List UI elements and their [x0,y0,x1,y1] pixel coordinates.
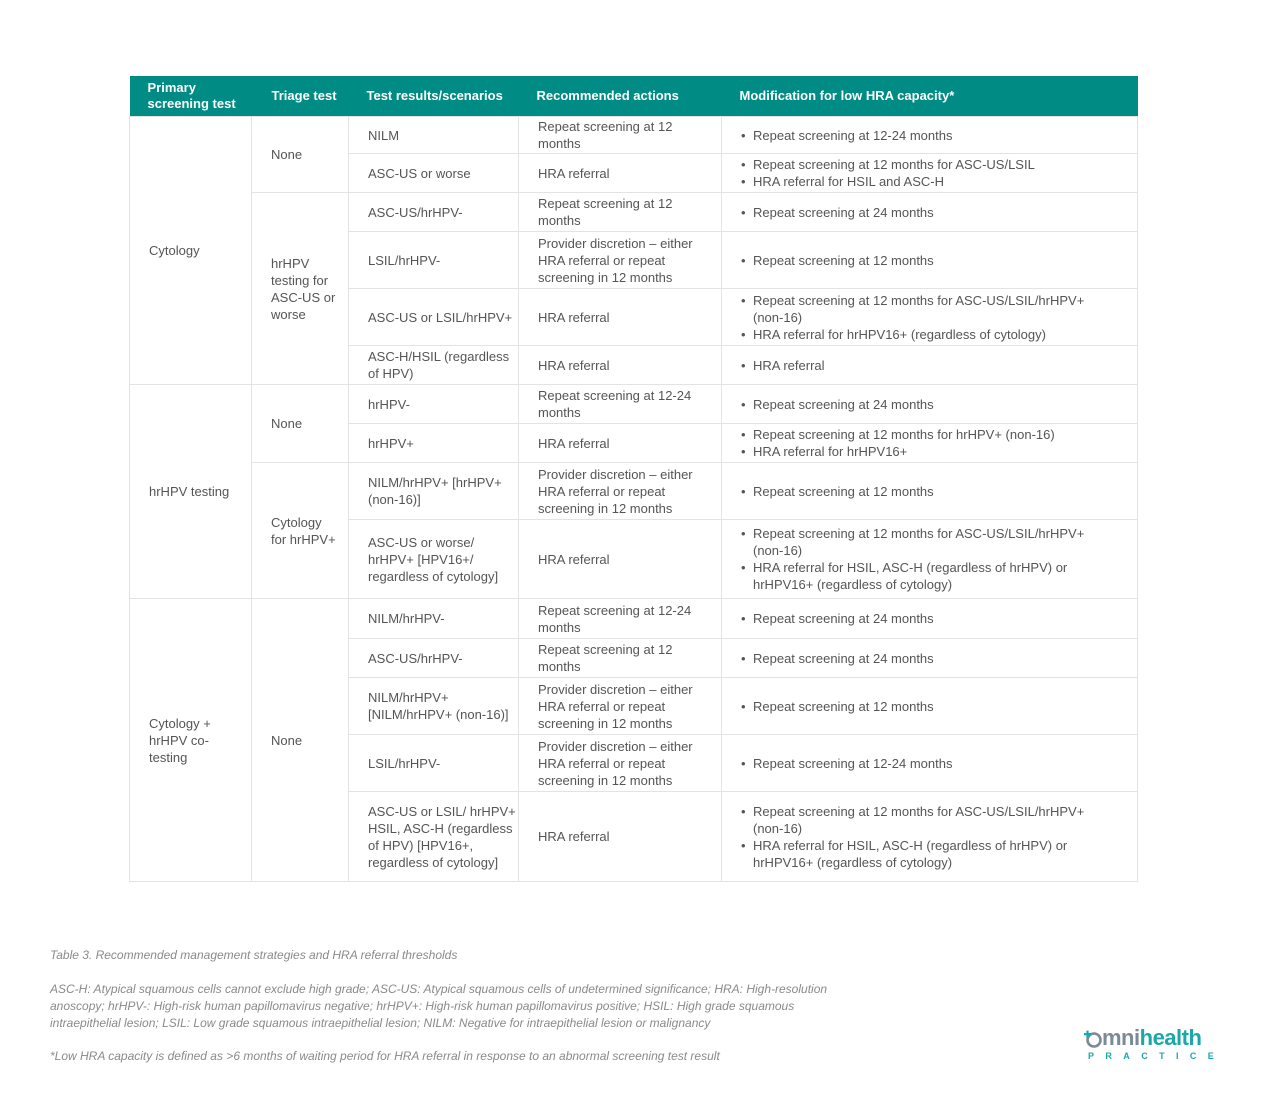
modification-list [741,610,1117,627]
omnihealth-logo-mark-icon [1084,1030,1102,1048]
test-result-cell: LSIL/hrHPV- [349,232,519,289]
modification-item: • Repeat screening at 12 months [741,252,1117,269]
recommended-action-cell: Repeat screening at 12 months [519,117,722,154]
test-result-cell: ASC-US/hrHPV- [349,193,519,232]
modification-list [741,396,1117,413]
modification-list [741,156,1117,190]
header-modification: Modification for low HRA capacity* [722,76,1138,117]
modification-item: • Repeat screening at 12 months for ASC-US/LSIL [741,156,1117,173]
primary-test-cell: Cytology + hrHPV co-testing [130,599,252,882]
table-row [130,117,1138,154]
modification-cell [722,193,1138,232]
test-result-cell: ASC-US or LSIL/ hrHPV+ HSIL, ASC-H (regardless of HPV) [HPV16+, regardless of cytology] [349,792,519,882]
table-body [130,117,1138,882]
recommended-action-cell: Provider discretion – either HRA referral or repeat screening in 12 months [519,678,722,735]
table-row [130,385,1138,424]
logo-wordmark: mnihealth [1102,1025,1202,1050]
test-result-cell: hrHPV+ [349,424,519,463]
modification-list [741,426,1117,460]
modification-item: • Repeat screening at 12 months for ASC-US/LSIL/hrHPV+ (non-16) [741,292,1117,326]
modification-item: • Repeat screening at 12-24 months [741,127,1117,144]
table-row [130,599,1138,639]
test-result-cell: NILM/hrHPV+ [hrHPV+ (non-16)] [349,463,519,520]
triage-test-cell: hrHPV testing for ASC-US or worse [252,193,349,385]
modification-list [741,483,1117,500]
modification-list [741,698,1117,715]
modification-item: • Repeat screening at 24 months [741,396,1117,413]
table-row [130,463,1138,520]
modification-item: • HRA referral for HSIL and ASC-H [741,173,1117,190]
header-triage: Triage test [252,76,349,117]
recommended-action-cell: Repeat screening at 12 months [519,193,722,232]
modification-item: • HRA referral for hrHPV16+ (regardless of cytology) [741,326,1117,343]
modification-cell [722,232,1138,289]
recommended-action-cell: HRA referral [519,346,722,385]
test-result-cell: ASC-US or worse/ hrHPV+ [HPV16+/ regardless of cytology] [349,520,519,599]
modification-list [741,755,1117,772]
triage-test-cell: None [252,385,349,463]
modification-cell [722,346,1138,385]
modification-item: • Repeat screening at 12-24 months [741,755,1117,772]
header-primary: Primary screening test [130,76,252,117]
modification-cell [722,424,1138,463]
modification-cell [722,289,1138,346]
modification-item: • Repeat screening at 12 months [741,483,1117,500]
modification-item: • HRA referral for HSIL, ASC-H (regardless of hrHPV) or hrHPV16+ (regardless of cytology) [741,837,1117,871]
modification-list [741,252,1117,269]
modification-item: • HRA referral for HSIL, ASC-H (regardless of hrHPV) or hrHPV16+ (regardless of cytology) [741,559,1117,593]
modification-list [741,357,1117,374]
primary-test-cell: Cytology [130,117,252,385]
test-result-cell: NILM/hrHPV+ [NILM/hrHPV+ (non-16)] [349,678,519,735]
recommended-action-cell: Provider discretion – either HRA referral or repeat screening in 12 months [519,463,722,520]
table-header-row [130,76,1138,117]
modification-cell [722,154,1138,193]
triage-test-cell: Cytology for hrHPV+ [252,463,349,599]
recommended-action-cell: HRA referral [519,520,722,599]
header-results: Test results/scenarios [349,76,519,117]
modification-cell [722,520,1138,599]
modification-item: • Repeat screening at 24 months [741,650,1117,667]
recommended-action-cell: Provider discretion – either HRA referral or repeat screening in 12 months [519,735,722,792]
recommended-action-cell: Repeat screening at 12 months [519,639,722,678]
recommended-action-cell: Repeat screening at 12-24 months [519,599,722,639]
test-result-cell: NILM [349,117,519,154]
abbreviations-note: ASC-H: Atypical squamous cells cannot exclude high grade; ASC-US: Atypical squamous cells of undetermined significance; HRA: High-resolution anoscopy; hrHPV-: High-risk human papillomavirus negative; hrHPV+: High-risk human papillomavirus positive; HSIL: High grade squamous intraepithelial lesion; LSIL: Low grade squamous intraepithelial lesion; NILM: Negative for intraepithelial lesion or malignancy [50,982,828,1030]
test-result-cell: ASC-US/hrHPV- [349,639,519,678]
recommended-action-cell: HRA referral [519,154,722,193]
modification-cell [722,385,1138,424]
modification-list [741,127,1117,144]
modification-cell [722,117,1138,154]
modification-item: • HRA referral [741,357,1117,374]
recommended-action-cell: Repeat screening at 12-24 months [519,385,722,424]
recommended-action-cell: Provider discretion – either HRA referral or repeat screening in 12 months [519,232,722,289]
recommended-action-cell: HRA referral [519,424,722,463]
modification-list [741,803,1117,871]
modification-item: • Repeat screening at 12 months for ASC-US/LSIL/hrHPV+ (non-16) [741,803,1117,837]
modification-list [741,525,1117,593]
test-result-cell: hrHPV- [349,385,519,424]
table-row [130,193,1138,232]
modification-cell [722,599,1138,639]
table-caption: Table 3. Recommended management strategies and HRA referral thresholds [50,948,458,962]
modification-item: • Repeat screening at 24 months [741,610,1117,627]
triage-test-cell: None [252,117,349,193]
test-result-cell: ASC-US or LSIL/hrHPV+ [349,289,519,346]
test-result-cell: ASC-H/HSIL (regardless of HPV) [349,346,519,385]
test-result-cell: ASC-US or worse [349,154,519,193]
modification-cell [722,735,1138,792]
logo-subtitle: PRACTICE [1088,1051,1226,1061]
modification-cell [722,678,1138,735]
primary-test-cell: hrHPV testing [130,385,252,599]
triage-test-cell: None [252,599,349,882]
modification-item: • HRA referral for hrHPV16+ [741,443,1117,460]
recommended-action-cell: HRA referral [519,792,722,882]
modification-list [741,204,1117,221]
header-actions: Recommended actions [519,76,722,117]
test-result-cell: LSIL/hrHPV- [349,735,519,792]
recommended-action-cell: HRA referral [519,289,722,346]
modification-cell [722,463,1138,520]
modification-cell [722,639,1138,678]
test-result-cell: NILM/hrHPV- [349,599,519,639]
modification-item: • Repeat screening at 24 months [741,204,1117,221]
modification-cell [722,792,1138,882]
management-table [129,76,1138,882]
modification-item: • Repeat screening at 12 months for ASC-US/LSIL/hrHPV+ (non-16) [741,525,1117,559]
modification-list [741,292,1117,343]
omnihealth-logo [1084,1025,1226,1065]
modification-list [741,650,1117,667]
modification-item: • Repeat screening at 12 months for hrHPV+ (non-16) [741,426,1117,443]
modification-item: • Repeat screening at 12 months [741,698,1117,715]
footnote: *Low HRA capacity is defined as >6 months of waiting period for HRA referral in response to an abnormal screening test result [50,1049,720,1063]
